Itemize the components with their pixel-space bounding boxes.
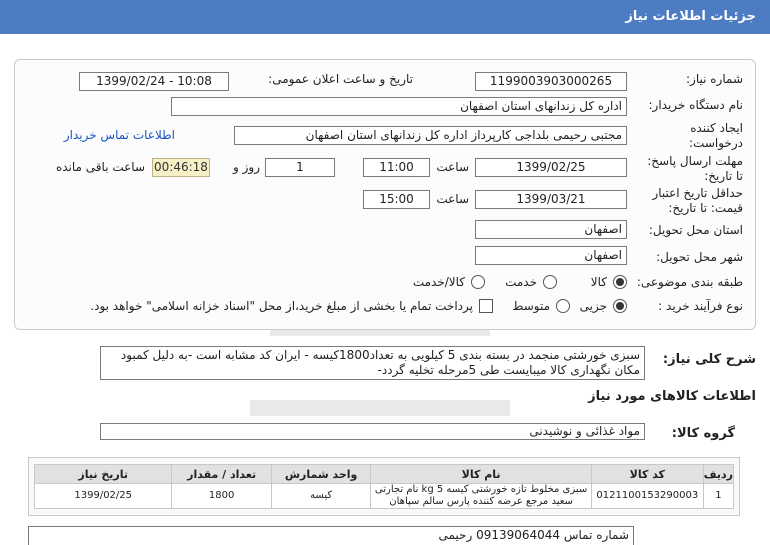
col-goods-code: کد کالا [591,465,703,484]
city-label: شهر محل تحویل: [656,250,743,264]
treasury-bonds-note: پرداخت تمام یا بخشی از مبلغ خرید،از محل "اسناد خزانه اسلامی" خواهد بود. [90,299,473,313]
validity-time-field[interactable]: 15:00 [363,190,430,209]
goods-info-title: اطلاعات کالاهای مورد نیاز [588,389,756,404]
reply-time-field[interactable]: 11:00 [363,158,430,177]
announce-datetime-field[interactable]: 1399/02/24 - 10:08 [79,72,229,91]
price-validity-label-line2: قیمت: تا تاریخ: [668,201,743,215]
cell-unit: کیسه [271,484,371,509]
treasury-bonds-checkbox[interactable] [479,299,493,313]
goods-table-header [35,465,734,484]
process-radio-medium[interactable] [556,299,570,313]
need-number-label: شماره نیاز: [686,72,743,86]
price-validity-label-line1: حداقل تاریخ اعتبار [652,186,743,200]
category-option-goods: کالا [590,275,607,289]
creator-label-line2: درخواست: [689,136,743,150]
process-option-medium: متوسط [512,299,550,313]
days-remaining-field[interactable]: 1 [265,158,335,177]
buyer-contact-link[interactable]: اطلاعات تماس خریدار [63,128,175,142]
validity-time-label: ساعت [436,192,469,206]
creator-field[interactable]: مجتبی رحیمی بلداجی کارپرداز اداره کل زندانهای استان اصفهان [234,126,627,145]
col-goods-name: نام کالا [371,465,591,484]
cell-row-number: 1 [703,484,733,509]
goods-group-label: گروه کالا: [671,426,735,441]
need-number-field[interactable]: 1199003903000265 [475,72,627,91]
category-option-service: خدمت [505,275,537,289]
col-row-number: ردیف [703,465,733,484]
contact-note-field[interactable]: شماره تماس 09139064044 رحیمی [28,526,634,545]
reply-deadline-label-line2: تا تاریخ: [704,169,743,183]
buyer-org-label: نام دستگاه خریدار: [648,98,743,112]
col-unit: واحد شمارش [271,465,371,484]
category-label: طبقه بندی موضوعی: [636,275,743,289]
buyer-org-field[interactable]: اداره کل زندانهای استان اصفهان [171,97,627,116]
category-option-goods-service: کالا/خدمت [412,275,465,289]
description-field[interactable]: سبزی خورشتی منجمد در بسته بندی 5 کیلویی به تعداد1800کیسه - ایران کد مشابه است -به دلیل کمبود مکان نگهداری کالا میبایست طی 5مرحله تخلیه گردد- [100,346,645,380]
province-label: استان محل تحویل: [648,223,743,237]
goods-group-field[interactable]: مواد غذائی و نوشیدنی [100,423,645,440]
validity-date-field[interactable]: 1399/03/21 [475,190,627,209]
remaining-time-counter: 00:46:18 [152,158,210,177]
category-radio-goods[interactable] [613,275,627,289]
announce-datetime-label: تاریخ و ساعت اعلان عمومی: [268,72,413,86]
remaining-time-label: ساعت باقی مانده [55,160,145,174]
page-title: جزئیات اطلاعات نیاز [625,9,756,24]
cell-quantity: 1800 [172,484,271,509]
reply-date-field[interactable]: 1399/02/25 [475,158,627,177]
need-details-panel [14,59,756,330]
cell-goods-code: 0121100153290003 [591,484,703,509]
city-field[interactable]: اصفهان [475,246,627,265]
col-quantity: تعداد / مقدار [172,465,271,484]
days-label: روز و [233,160,260,174]
goods-table [34,464,734,509]
process-type-label: نوع فرآیند خرید : [658,299,743,313]
goods-table-container [28,457,740,516]
category-radio-goods-service[interactable] [471,275,485,289]
creator-label-line1: ایجاد کننده [690,121,743,135]
reply-time-label: ساعت [436,160,469,174]
process-radio-minor[interactable] [613,299,627,313]
cell-need-date: 1399/02/25 [35,484,172,509]
reply-deadline-label-line1: مهلت ارسال پاسخ: [647,154,743,168]
category-radio-service[interactable] [543,275,557,289]
col-need-date: تاریخ نیاز [35,465,172,484]
cell-goods-name: سبزی مخلوط تازه خورشتی کیسه 5 kg نام تجارتی سعید مرجع عرضه کننده پارس سالم سپاهان [371,484,591,509]
description-label: شرح کلی نیاز: [662,352,756,367]
table-row [35,484,734,509]
page-header [0,0,770,34]
province-field[interactable]: اصفهان [475,220,627,239]
process-option-minor: جزیی [579,299,607,313]
